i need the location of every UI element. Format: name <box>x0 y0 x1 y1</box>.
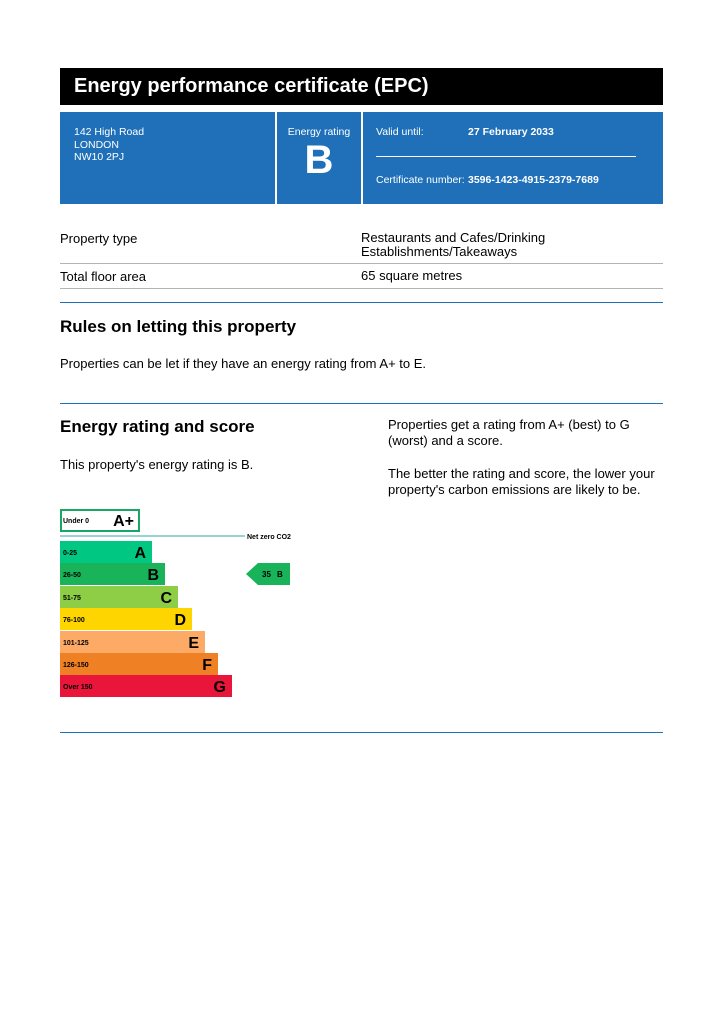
row-value <box>361 269 462 283</box>
energy-rating-chart <box>60 505 320 705</box>
panel-rule <box>376 156 636 157</box>
rules-heading: Rules on letting this property <box>60 317 297 336</box>
row-value <box>361 231 545 259</box>
panel-divider <box>361 112 363 204</box>
valid-until-value: 27 February 2033 <box>468 126 554 138</box>
band-letter: D <box>174 612 186 629</box>
property-address <box>74 126 144 164</box>
band-letter: A <box>134 545 146 562</box>
section-divider <box>60 403 663 404</box>
section-divider <box>60 302 663 303</box>
rating-explanation <box>388 417 630 449</box>
row-label: Property type <box>60 231 138 246</box>
emissions-explanation <box>388 466 655 498</box>
address-line: NW10 2PJ <box>74 151 125 163</box>
band-range-label: 26-50 <box>63 572 81 579</box>
net-zero-label: Net zero CO2 <box>247 534 291 541</box>
address-line: LONDON <box>74 138 119 151</box>
text-line: property's carbon emissions are likely to be. <box>388 482 641 497</box>
row-value-line: 65 square metres <box>361 268 463 283</box>
rules-text: Properties can be let if they have an energy rating from A+ to E. <box>60 356 427 371</box>
table-row <box>60 225 663 264</box>
text-line: Properties get a rating from A+ (best) to G <box>388 417 630 432</box>
certificate-number-value: 3596-1423-4915-2379-7689 <box>468 174 599 186</box>
table-row <box>60 264 663 289</box>
band-letter: E <box>188 635 199 652</box>
band-range-label: 0-25 <box>63 550 78 557</box>
band-range-label: Over 150 <box>63 684 93 691</box>
band-range-label: Under 0 <box>63 518 90 525</box>
band-letter: B <box>147 567 159 584</box>
text-line: (worst) and a score. <box>388 433 503 448</box>
valid-until-label: Valid until: <box>376 126 424 138</box>
current-rating-letter: B <box>277 570 283 579</box>
current-rating-score: 35 <box>262 570 271 579</box>
energy-rating-value: B <box>304 138 334 182</box>
band-range-label: 126-150 <box>63 662 89 669</box>
band-letter: C <box>160 590 172 607</box>
summary-panel <box>60 112 663 204</box>
band-range-label: 76-100 <box>63 617 85 624</box>
band-range-label: 101-125 <box>63 640 89 647</box>
text-line: The better the rating and score, the lower your <box>388 466 655 481</box>
row-value-line: Restaurants and Cafes/Drinking <box>361 230 546 245</box>
band-letter: G <box>213 679 226 696</box>
page-title: Energy performance certificate (EPC) <box>60 68 663 105</box>
energy-rating-chart-svg <box>60 505 320 705</box>
band-range-label: 51-75 <box>63 595 81 602</box>
row-value-line: Establishments/Takeaways <box>361 244 518 259</box>
certificate-number-label: Certificate number: <box>376 174 465 186</box>
energy-rating-text: This property's energy rating is B. <box>60 457 254 472</box>
energy-rating-label: Energy rating <box>287 126 351 138</box>
band-letter: A+ <box>113 513 134 530</box>
band-letter: F <box>202 657 212 674</box>
address-line: 142 High Road <box>74 126 145 138</box>
row-label: Total floor area <box>60 269 146 284</box>
section-divider <box>60 732 663 733</box>
property-details-table <box>60 225 663 289</box>
energy-heading: Energy rating and score <box>60 417 255 436</box>
